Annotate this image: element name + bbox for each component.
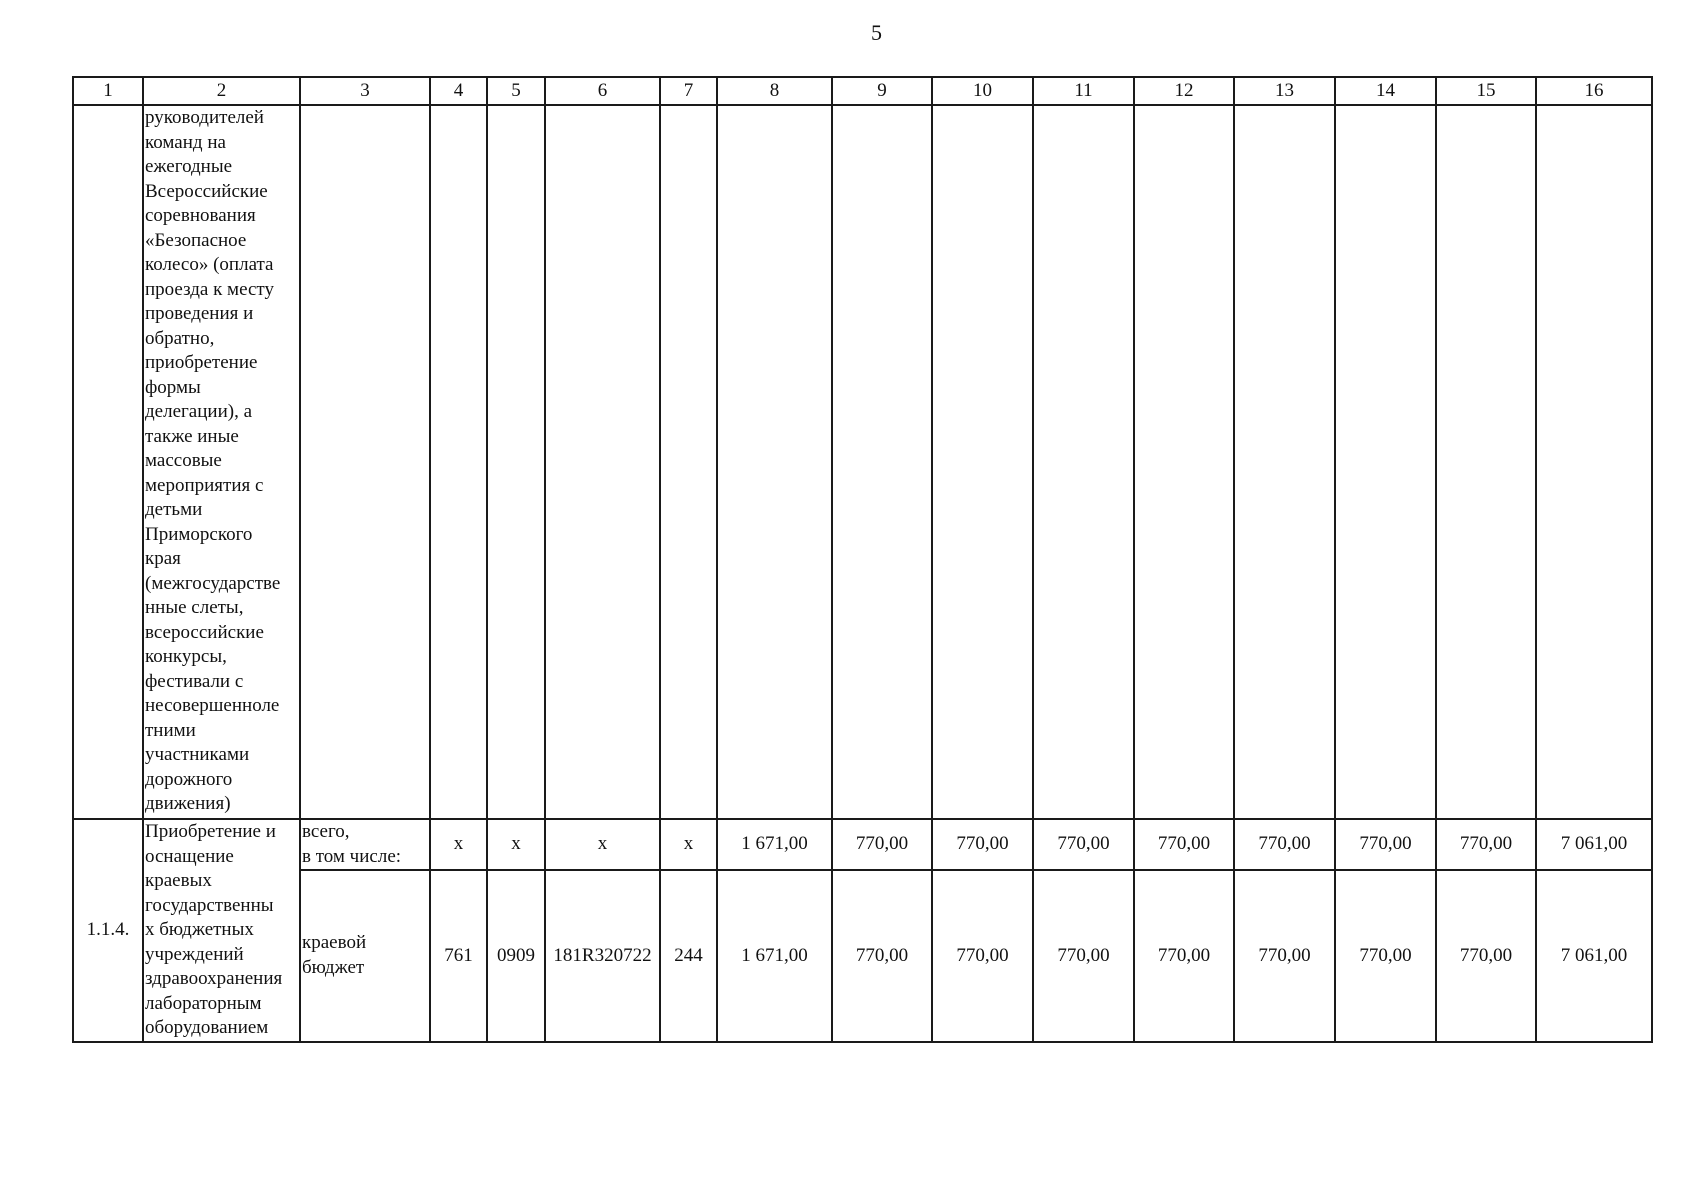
empty-cell (1033, 105, 1134, 819)
empty-cell (717, 105, 832, 819)
number-cell (73, 105, 143, 819)
value-cell: 770,00 (1134, 870, 1234, 1041)
header-cell: 13 (1234, 77, 1335, 105)
value-cell: 770,00 (1033, 819, 1134, 870)
source-cell (300, 870, 430, 1041)
empty-cell (300, 105, 430, 819)
value-cell: 7 061,00 (1536, 819, 1652, 870)
value-cell: 1 671,00 (717, 870, 832, 1041)
header-cell: 1 (73, 77, 143, 105)
header-cell: 7 (660, 77, 717, 105)
code-cell: 761 (430, 870, 487, 1041)
source-cell (300, 819, 430, 870)
value-cell: 770,00 (1335, 819, 1436, 870)
header-cell: 9 (832, 77, 932, 105)
description-cell (143, 105, 300, 819)
code-cell: 181R320722 (545, 870, 660, 1041)
value-cell: 770,00 (1234, 819, 1335, 870)
code-cell: х (660, 819, 717, 870)
header-cell: 11 (1033, 77, 1134, 105)
value-cell: 770,00 (1436, 819, 1536, 870)
empty-cell (832, 105, 932, 819)
value-cell: 770,00 (1033, 870, 1134, 1041)
header-cell: 14 (1335, 77, 1436, 105)
empty-cell (1134, 105, 1234, 819)
header-cell: 6 (545, 77, 660, 105)
value-cell: 770,00 (1234, 870, 1335, 1041)
header-cell: 3 (300, 77, 430, 105)
item-description-cell (143, 819, 300, 1042)
value-cell: 7 061,00 (1536, 870, 1652, 1041)
item-description-text: Приобретение и оснащение краевых государственны х бюджетных учреждений здравоохранения лабораторным оборудованием (145, 821, 283, 1038)
empty-cell (932, 105, 1033, 819)
description-text: руководителей команд на ежегодные Всероссийские соревнования «Безопасное колесо» (оплата проезда к месту проведения и обратно, приобретение формы делегации), а также иные массовые мероприятия с детьми Приморского края (межгосударстве нные слеты, всероссийские конкурсы, фестивали с несовершенноле тними участниками дорожного движения) (145, 107, 281, 814)
value-cell: 770,00 (832, 870, 932, 1041)
code-cell: х (430, 819, 487, 870)
value-cell: 1 671,00 (717, 819, 832, 870)
source-budget-text: краевой бюджет (302, 932, 367, 978)
value-cell: 770,00 (932, 870, 1033, 1041)
table-row-total (73, 819, 1652, 870)
value-cell: 770,00 (1134, 819, 1234, 870)
empty-cell (1536, 105, 1652, 819)
header-cell: 8 (717, 77, 832, 105)
value-cell: 770,00 (832, 819, 932, 870)
code-cell: х (545, 819, 660, 870)
code-cell: 244 (660, 870, 717, 1041)
table-row-continued (73, 105, 1652, 819)
header-cell: 10 (932, 77, 1033, 105)
value-cell: 770,00 (932, 819, 1033, 870)
item-number-cell: 1.1.4. (73, 819, 143, 1042)
value-cell: 770,00 (1335, 870, 1436, 1041)
header-cell: 15 (1436, 77, 1536, 105)
source-total-text: всего, в том числе: (302, 821, 402, 867)
empty-cell (1335, 105, 1436, 819)
header-cell: 4 (430, 77, 487, 105)
empty-cell (1234, 105, 1335, 819)
code-cell: х (487, 819, 545, 870)
header-cell: 2 (143, 77, 300, 105)
empty-cell (660, 105, 717, 819)
header-cell: 16 (1536, 77, 1652, 105)
table-row-budget (73, 870, 1652, 1041)
value-cell: 770,00 (1436, 870, 1536, 1041)
header-cell: 12 (1134, 77, 1234, 105)
empty-cell (545, 105, 660, 819)
page-number: 5 (871, 20, 882, 45)
header-cell: 5 (487, 77, 545, 105)
table-header-row (73, 77, 1652, 105)
code-cell: 0909 (487, 870, 545, 1041)
budget-table (72, 76, 1653, 1043)
empty-cell (430, 105, 487, 819)
empty-cell (487, 105, 545, 819)
empty-cell (1436, 105, 1536, 819)
